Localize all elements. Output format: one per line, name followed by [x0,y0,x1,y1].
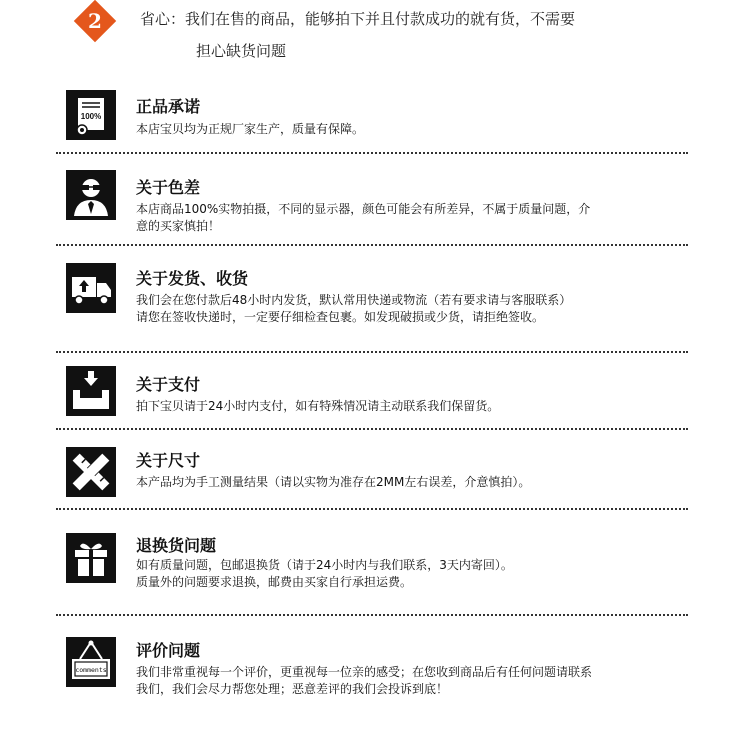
gift-box-icon [66,533,116,583]
section-title: 关于尺寸 [136,451,201,470]
header-line-1: 省心：我们在售的商品，能够拍下并且付款成功的就有货，不需要 [140,10,576,28]
section-desc-line: 意的买家慎拍！ [136,219,221,233]
section-desc-line: 如有质量问题，包邮退换货（请于24小时内与我们联系，3天内寄回）。 [136,558,513,572]
dotted-divider [56,614,688,616]
section-desc-line: 我们，我们会尽力帮您处理；恶意差评的我们会投诉到底！ [136,682,449,696]
section-desc-line: 我们会在您付款后48小时内发货，默认常用快递或物流（若有要求请与客服联系） [136,293,572,307]
section-title: 正品承诺 [136,97,201,116]
section-desc-line: 拍下宝贝请于24小时内支付，如有特殊情况请主动联系我们保留货。 [136,399,500,413]
person-glasses-icon [66,170,116,220]
dotted-divider [56,152,688,154]
payment-tray-icon [66,366,116,416]
section-desc-line: 本产品均为手工测量结果（请以实物为准存在2MM左右误差，介意慎拍）。 [136,475,531,489]
section-title: 关于色差 [136,178,201,197]
certificate-100-icon [66,90,116,140]
section-desc-line: 请您在签收快递时，一定要仔细检查包裹。如发现破损或少货，请拒绝签收。 [136,310,545,324]
header [0,0,750,70]
badge-number: 2 [88,9,102,33]
section-title: 关于发货、收货 [136,269,249,288]
crossed-rulers-icon [66,447,116,497]
svg-text:comments: comments [75,666,107,674]
delivery-truck-icon [66,263,116,313]
section-desc-line: 我们非常重视每一个评价，更重视每一位亲的感受；在您收到商品后有任何问题请联系 [136,665,593,679]
header-line-2: 担心缺货问题 [196,42,287,60]
section-desc-line: 本店商品100%实物拍摄，不同的显示器，颜色可能会有所差异，不属于质量问题，介 [136,202,591,216]
comments-sign-icon [66,637,116,687]
dotted-divider [56,508,688,510]
section-title: 关于支付 [136,375,201,394]
section-title: 退换货问题 [136,536,217,555]
dotted-divider [56,428,688,430]
dotted-divider [56,351,688,353]
section-desc-line: 本店宝贝均为正规厂家生产，质量有保障。 [136,122,365,136]
section-desc-line: 质量外的问题要求退换，邮费由买家自行承担运费。 [136,575,413,589]
dotted-divider [56,244,688,246]
svg-text:100%: 100% [80,112,102,121]
section-title: 评价问题 [136,641,201,660]
